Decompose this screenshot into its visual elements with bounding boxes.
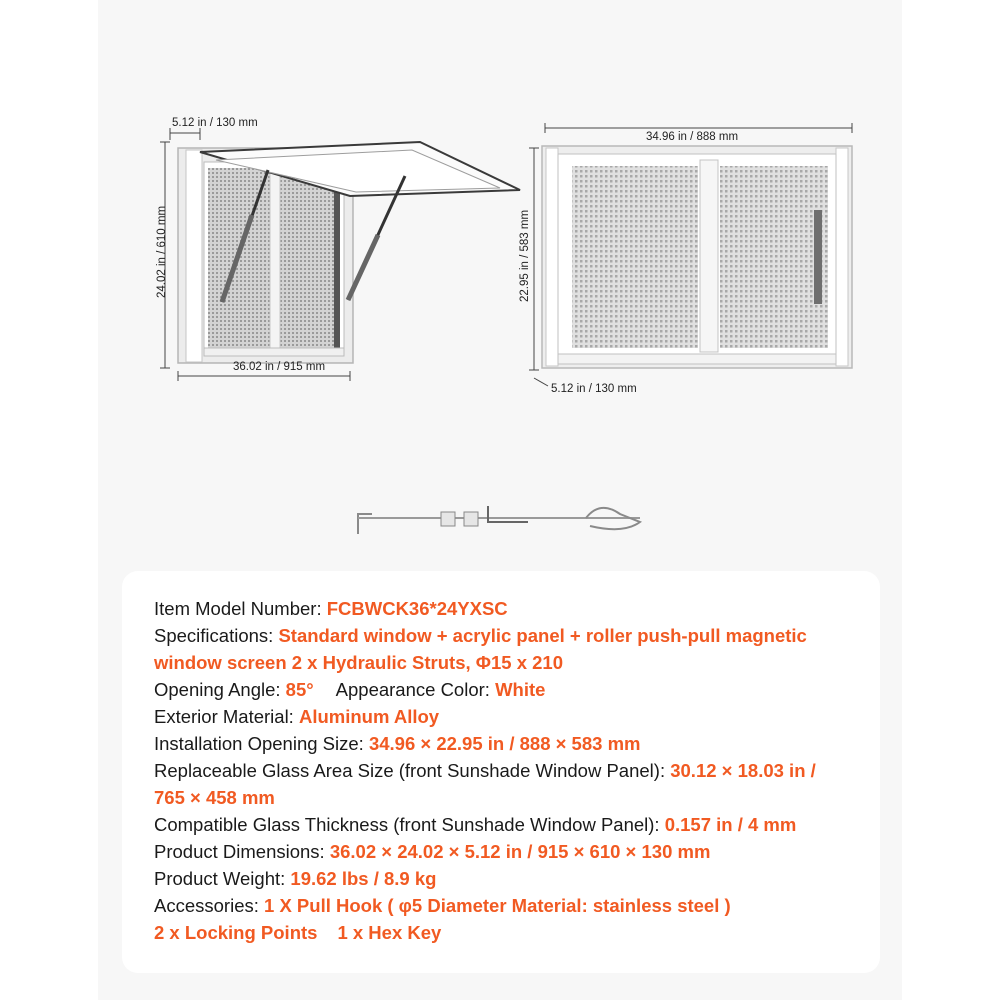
window-front-view — [529, 123, 852, 386]
spec-specifications-cont: window screen 2 x Hydraulic Struts, Φ15 x 210 — [154, 652, 563, 673]
dimension-width-right: 34.96 in / 888 mm — [646, 131, 739, 143]
dimension-width-left: 36.02 in / 915 mm — [233, 361, 326, 373]
spec-material: Exterior Material: Aluminum Alloy — [154, 706, 440, 727]
dimension-depth-left: 5.12 in / 130 mm — [172, 117, 258, 129]
spec-angle-color: Opening Angle: 85° Appearance Color: White — [154, 679, 546, 700]
model-number: FCBWCK36*24YXSC — [326, 598, 508, 619]
spec-accessories: Accessories: 1 X Pull Hook ( φ5 Diameter Material: stainless steel ) — [154, 895, 731, 916]
spec-specifications: Specifications: Standard window + acrylic panel + roller push-pull magnetic — [154, 625, 807, 646]
spec-glass-thickness: Compatible Glass Thickness (front Sunshade Window Panel): 0.157 in / 4 mm — [154, 814, 797, 835]
dimension-depth-right: 5.12 in / 130 mm — [551, 383, 637, 395]
spec-model: Item Model Number: FCBWCK36*24YXSC — [154, 598, 508, 619]
spec-dimensions: Product Dimensions: 36.02 × 24.02 × 5.12 in / 915 × 610 × 130 mm — [154, 841, 711, 862]
spec-glass-area: Replaceable Glass Area Size (front Sunshade Window Panel): 30.12 × 18.03 in / — [154, 760, 816, 781]
dimension-height-left: 24.02 in / 610 mm — [156, 205, 168, 299]
spec-glass-area-cont: 765 × 458 mm — [154, 787, 275, 808]
accessories-illustration — [358, 506, 640, 534]
dimension-height-right: 22.95 in / 583 mm — [519, 209, 531, 303]
spec-accessories-cont: 2 x Locking Points 1 x Hex Key — [154, 922, 442, 943]
spec-weight: Product Weight: 19.62 lbs / 8.9 kg — [154, 868, 437, 889]
window-open-view — [160, 128, 520, 381]
spec-opening-size: Installation Opening Size: 34.96 × 22.95 in / 888 × 583 mm — [154, 733, 641, 754]
